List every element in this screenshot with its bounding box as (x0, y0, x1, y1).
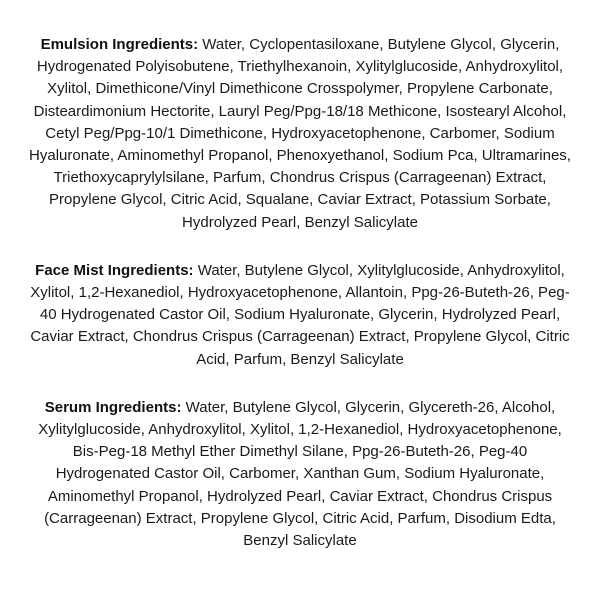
emulsion-ingredients-heading: Emulsion Ingredients: (40, 36, 199, 53)
serum-ingredients-text: Water, Butylene Glycol, Glycerin, Glycereth-26, Alcohol, Xylitylglucoside, Anhydroxylitol, Xylitol, 1,2-Hexanediol, Hydroxyacetophenone, Bis-Peg-18 Methyl Ether Dimethyl Silane, Ppg-26-Buteth-26, Peg-40 Hydrogenated Castor Oil, Carbomer, Xanthan Gum, Sodium Hyaluronate, Aminomethyl Propanol, Hydrolyzed Pearl, Caviar Extract, Chondrus Crispus (Carrageenan) Extract, Propylene Glycol, Citric Acid, Parfum, Disodium Edta, Benzyl Salicylate (38, 398, 562, 550)
serum-ingredients-section (28, 397, 572, 552)
serum-ingredients-heading: Serum Ingredients: (44, 398, 182, 416)
face-mist-ingredients-text: Water, Butylene Glycol, Xylitylglucoside, Anhydroxylitol, Xylitol, 1,2-Hexanediol, Hydroxyacetophenone, Allantoin, Ppg-26-Buteth-26, Peg-40 Hydrogenated Castor Oil, Sodium Hyaluronate, Glycerin, Hydrolyzed Pearl, Caviar Extract, Chondrus Crispus (Carrageenan) Extract, Propylene Glycol, Citric Acid, Parfum, Benzyl Salicylate (30, 261, 570, 368)
face-mist-ingredients-section (28, 260, 572, 371)
face-mist-ingredients-heading: Face Mist Ingredients: (35, 261, 194, 279)
emulsion-ingredients-section (28, 34, 572, 234)
emulsion-ingredients-text: Water, Cyclopentasiloxane, Butylene Glycol, Glycerin, Hydrogenated Polyisobutene, Triethylhexanoin, Xylitylglucoside, Anhydroxylitol, Xylitol, Dimethicone/Vinyl Dimethicone Crosspolymer, Propylene Carbonate, Disteardimonium Hectorite, Lauryl Peg/Ppg-18/18 Methicone, Isostearyl Alcohol, Cetyl Peg/Ppg-10/1 Dimethicone, Hydroxyacetophenone, Carbomer, Sodium Hyaluronate, Aminomethyl Propanol, Phenoxyethanol, Sodium Pca, Ultramarines, Triethoxycaprylylsilane, Parfum, Chondrus Crispus (Carrageenan) Extract, Propylene Glycol, Citric Acid, Squalane, Caviar Extract, Potassium Sorbate, Hydrolyzed Pearl, Benzyl Salicylate (29, 36, 571, 231)
